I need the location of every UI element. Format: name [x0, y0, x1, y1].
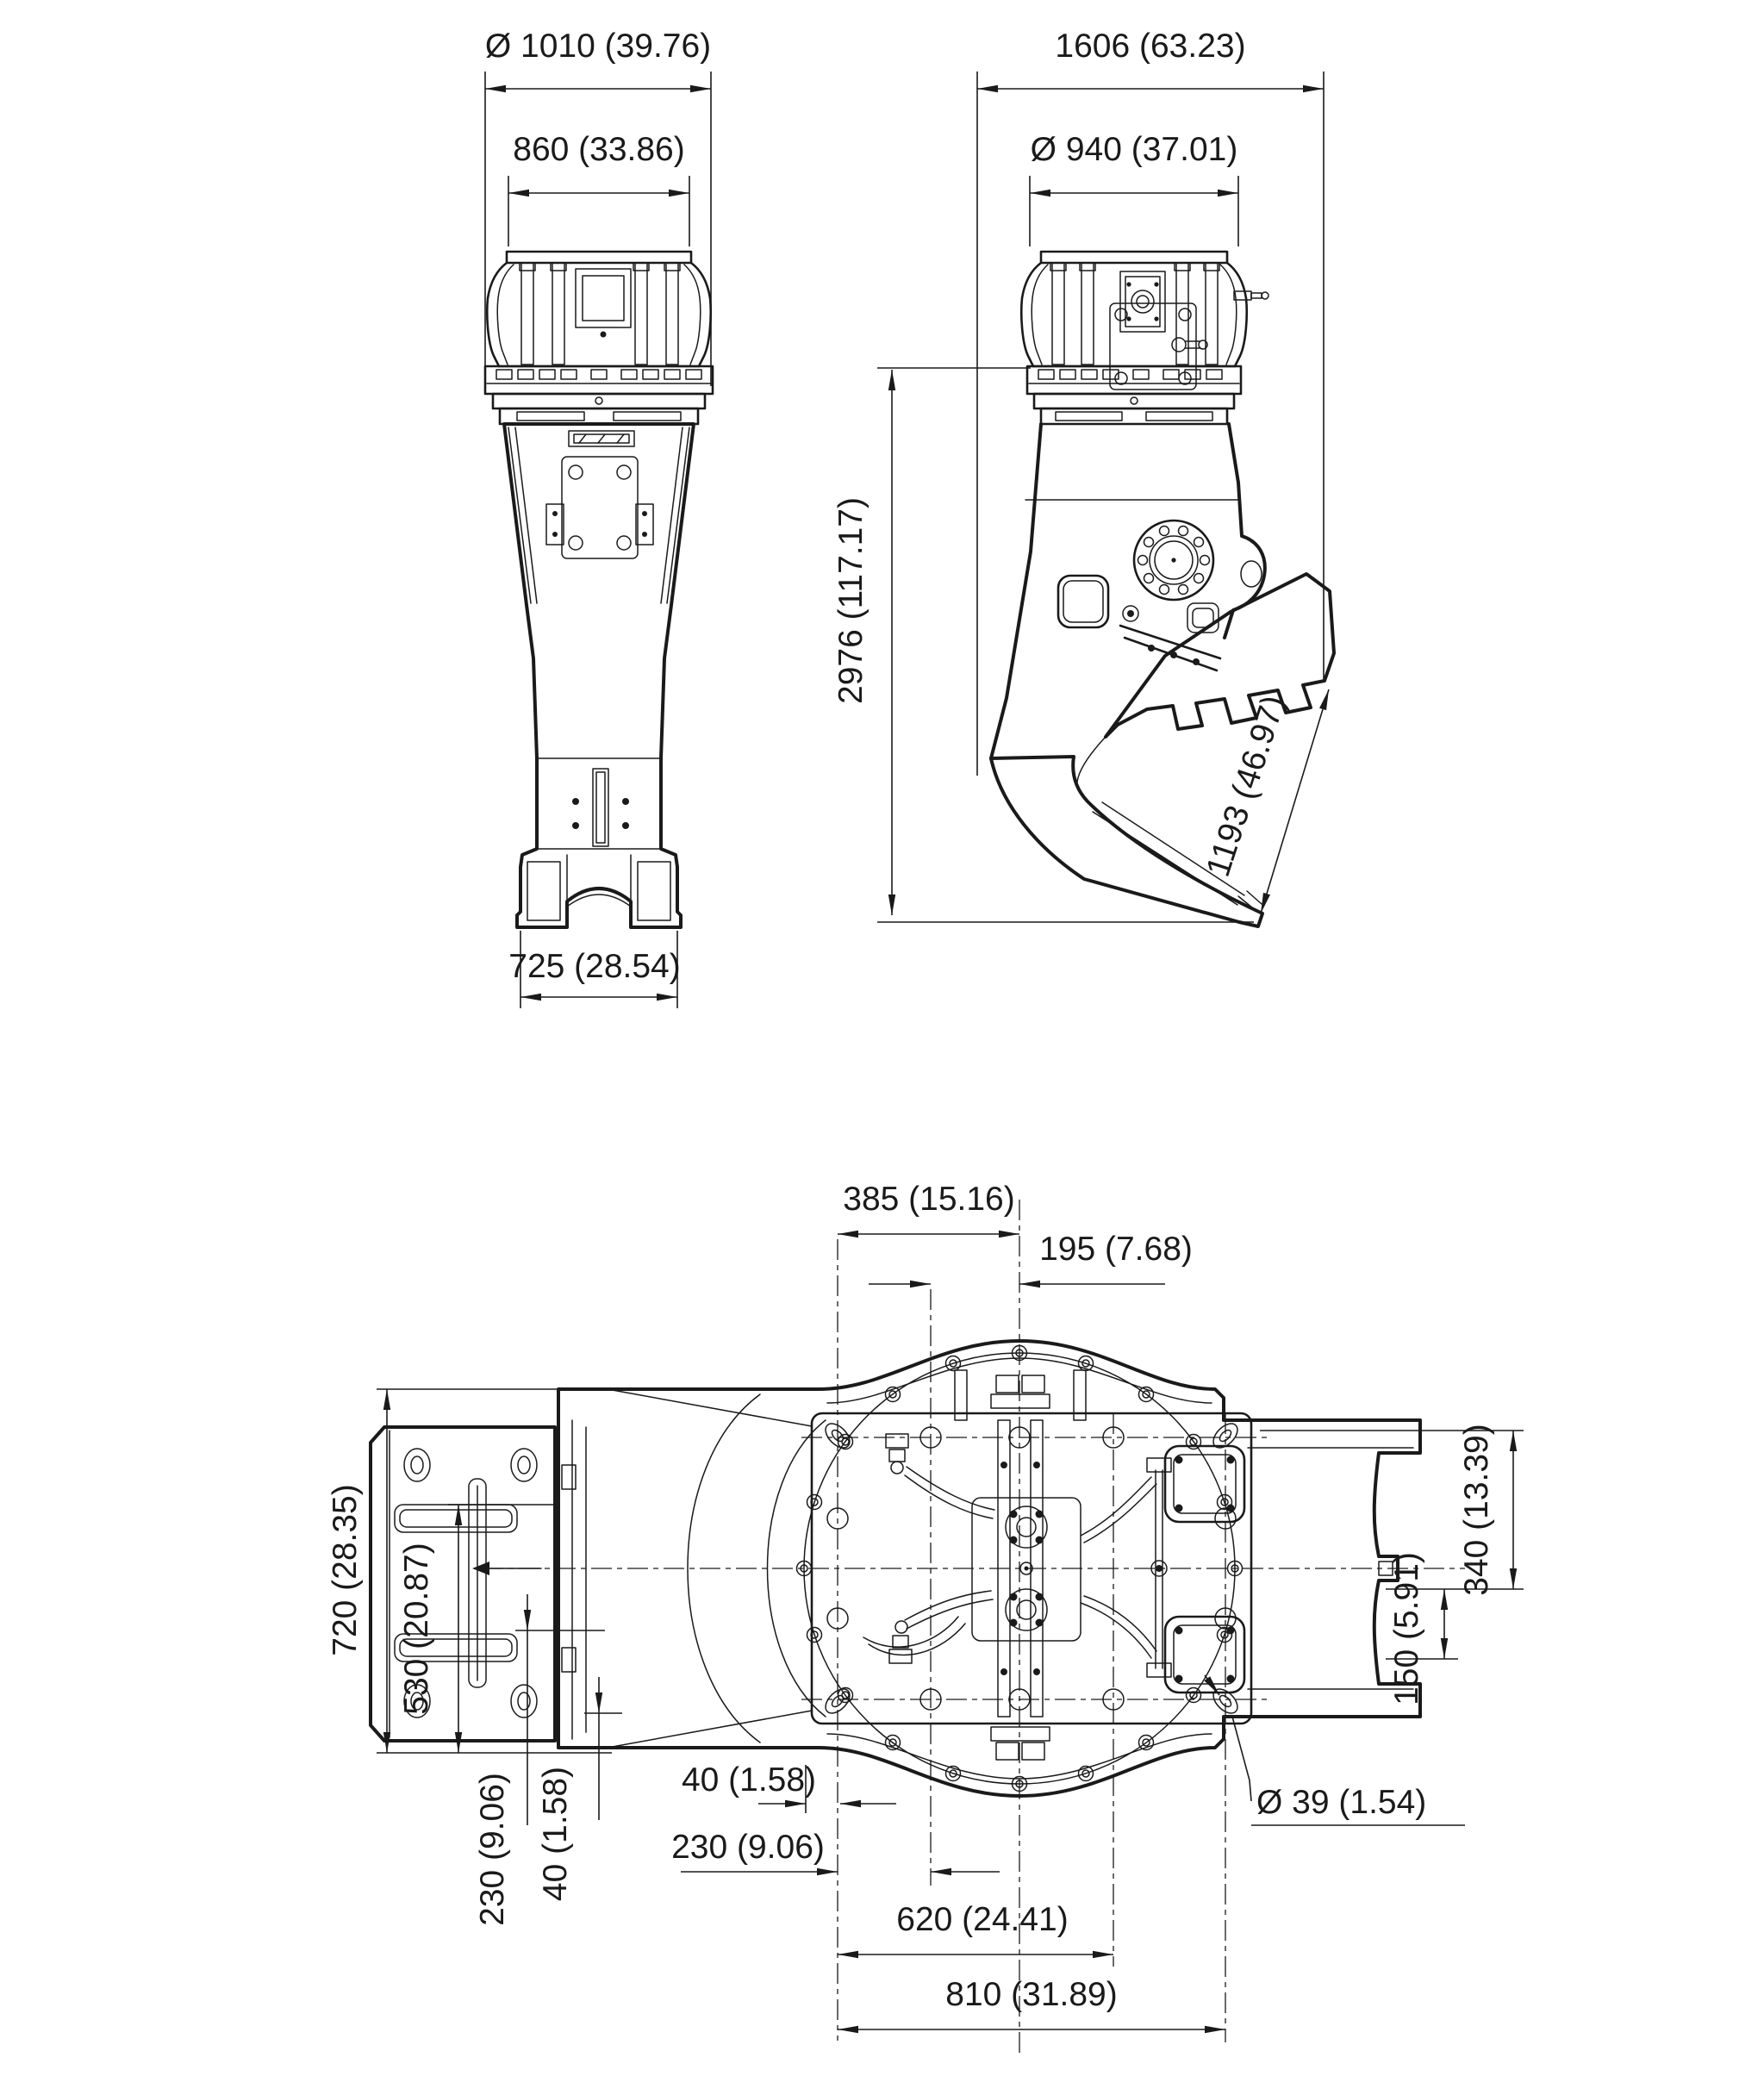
- dim-label-top-inner-height: 530 (20.87): [398, 1543, 435, 1715]
- dim-top-side-offset-b: [537, 1677, 622, 1901]
- side-pivot-flange: [1134, 521, 1213, 600]
- dim-top-offset-b: [869, 1231, 1193, 1284]
- dim-label-front-cap-width: 860 (33.86): [513, 131, 685, 168]
- dim-label-top-offset-b: 195 (7.68): [1039, 1231, 1193, 1268]
- dim-label-top-base-width: 810 (31.89): [945, 1976, 1118, 2013]
- front-view: [485, 28, 713, 1008]
- side-upper-jaw: [1106, 574, 1334, 737]
- side-body: [991, 291, 1334, 926]
- callout-hole-diameter: [1205, 1675, 1465, 1825]
- dim-label-top-side-offset-a: 230 (9.06): [474, 1773, 511, 1926]
- dim-label-top-flange-b: 150 (5.91): [1388, 1552, 1425, 1705]
- top-view: [327, 1181, 1524, 2053]
- dim-top-bolt-span: [838, 1901, 1113, 1954]
- front-body: [504, 424, 694, 927]
- side-flange-bolt-tabs: [1029, 370, 1239, 383]
- front-flange-bolt-tabs: [487, 370, 711, 383]
- dim-label-side-jaw-depth: 1193 (46.97): [1199, 690, 1293, 882]
- side-cap-studs: [1050, 263, 1219, 365]
- front-cap-studs: [520, 263, 680, 365]
- dim-label-top-base-offset-a: 40 (1.58): [681, 1761, 817, 1799]
- dim-label-top-offset-a: 385 (15.16): [843, 1181, 1015, 1218]
- dim-label-side-overall-width: 1606 (63.23): [1055, 28, 1246, 65]
- side-adapter-cap: [1021, 252, 1246, 424]
- dim-top-base-offset-a: [682, 1761, 896, 1813]
- front-adapter-cap: [485, 252, 713, 424]
- dim-side-jaw-depth: [1200, 689, 1329, 913]
- dim-label-side-overall-height: 2976 (117.17): [832, 497, 870, 704]
- dim-side-cap-width: [1030, 131, 1238, 246]
- dim-front-base-width: [508, 931, 680, 1008]
- dim-label-top-bolt-span: 620 (24.41): [896, 1901, 1069, 1938]
- dim-front-cap-width: [508, 131, 689, 246]
- dim-front-outer-width: [485, 28, 711, 386]
- dim-label-top-base-offset-b: 230 (9.06): [671, 1829, 825, 1866]
- dim-label-top-side-offset-b: 40 (1.58): [537, 1766, 574, 1902]
- dim-label-front-base-width: 725 (28.54): [508, 948, 681, 985]
- dim-top-base-offset-b: [671, 1829, 1000, 1872]
- dim-label-front-outer-width: Ø 1010 (39.76): [484, 28, 712, 65]
- side-view: [832, 28, 1334, 926]
- dim-label-top-total-height: 720 (28.35): [327, 1484, 364, 1656]
- dim-label-hole-diameter: Ø 39 (1.54): [1256, 1784, 1427, 1821]
- dim-top-offset-a: [838, 1181, 1019, 1234]
- dim-top-base-width: [838, 1976, 1225, 2029]
- dim-label-top-flange-a: 340 (13.39): [1458, 1424, 1495, 1596]
- dim-label-side-cap-width: Ø 940 (37.01): [1030, 131, 1238, 168]
- dim-side-overall-height: [832, 368, 1254, 922]
- dim-top-flange-b: [1386, 1552, 1458, 1705]
